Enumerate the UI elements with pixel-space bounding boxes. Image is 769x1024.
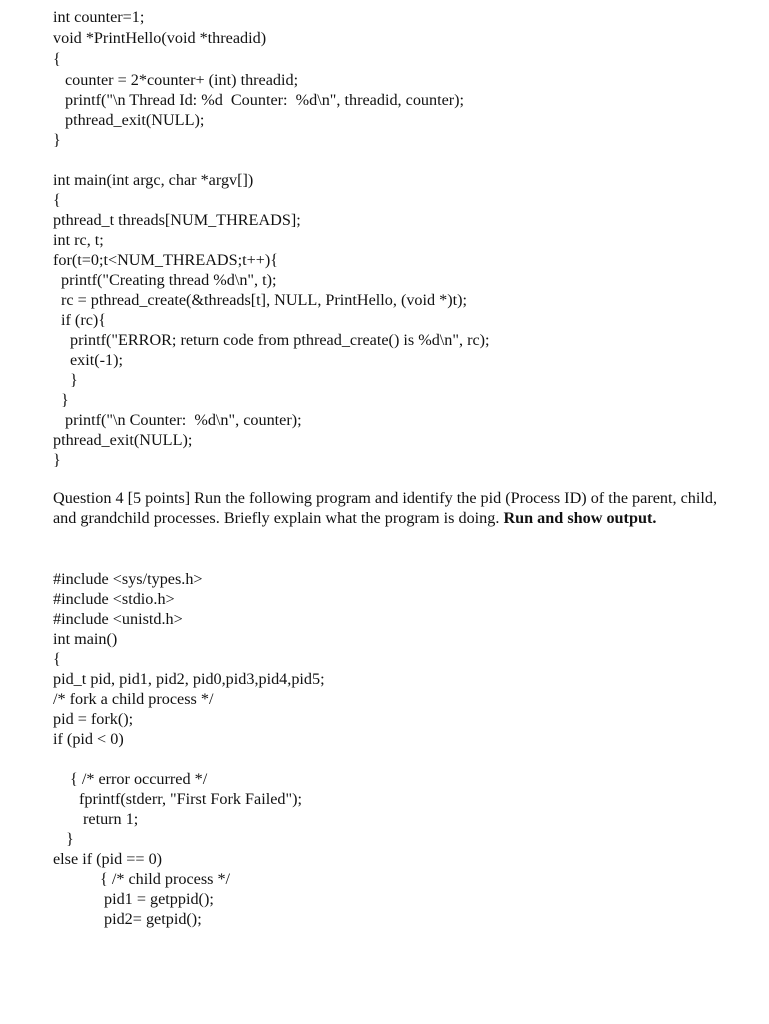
question-4-text: Question 4 [5 points] Run the following program and identify the pid (Process ID) of the parent, child, and grandchild processes. Briefly explain what the program is doing. bbox=[53, 489, 718, 528]
code-line: exit(-1); bbox=[70, 351, 124, 369]
code-line: pid1 = getppid(); bbox=[104, 890, 214, 908]
code-line: for(t=0;t<NUM_THREADS;t++){ bbox=[53, 251, 279, 269]
code-line: #include <stdio.h> bbox=[53, 590, 175, 608]
code-line: return 1; bbox=[83, 810, 139, 828]
code-line: counter = 2*counter+ (int) threadid; bbox=[65, 71, 299, 89]
code-line: printf("\n Counter: %d\n", counter); bbox=[65, 411, 302, 429]
code-line: printf("Creating thread %d\n", t); bbox=[61, 271, 277, 289]
code-line: printf("\n Thread Id: %d Counter: %d\n", threadid, counter); bbox=[65, 91, 465, 109]
code-line: fprintf(stderr, "First Fork Failed"); bbox=[79, 790, 302, 808]
code-line: pthread_t threads[NUM_THREADS]; bbox=[53, 211, 301, 229]
code-line: #include <unistd.h> bbox=[53, 610, 183, 628]
code-line: } bbox=[66, 830, 74, 848]
code-line: } bbox=[53, 451, 61, 469]
code-line: int counter=1; bbox=[53, 8, 145, 26]
question-4-paragraph bbox=[53, 488, 743, 529]
code-line: int rc, t; bbox=[53, 231, 104, 249]
code-line: { bbox=[53, 191, 61, 209]
code-line: { bbox=[53, 650, 61, 668]
code-line: pthread_exit(NULL); bbox=[65, 111, 205, 129]
code-line: pid2= getpid(); bbox=[104, 910, 202, 928]
code-line: pthread_exit(NULL); bbox=[53, 431, 193, 449]
code-line: void *PrintHello(void *threadid) bbox=[53, 29, 267, 47]
code-line: { bbox=[53, 50, 61, 68]
code-line: if (pid < 0) bbox=[53, 730, 124, 748]
code-line: { /* child process */ bbox=[100, 870, 231, 888]
code-line: pid = fork(); bbox=[53, 710, 134, 728]
code-line: int main() bbox=[53, 630, 118, 648]
code-line: int main(int argc, char *argv[]) bbox=[53, 171, 254, 189]
code-line: { /* error occurred */ bbox=[70, 770, 208, 788]
code-line: } bbox=[61, 391, 69, 409]
code-line: } bbox=[70, 371, 78, 389]
code-line: /* fork a child process */ bbox=[53, 690, 214, 708]
code-line: #include <sys/types.h> bbox=[53, 570, 203, 588]
question-4-instruction: Run and show output. bbox=[503, 509, 657, 528]
code-line: } bbox=[53, 131, 61, 149]
code-line: if (rc){ bbox=[61, 311, 107, 329]
code-line: rc = pthread_create(&threads[t], NULL, PrintHello, (void *)t); bbox=[61, 291, 468, 309]
code-line: pid_t pid, pid1, pid2, pid0,pid3,pid4,pid5; bbox=[53, 670, 325, 688]
code-line: else if (pid == 0) bbox=[53, 850, 163, 868]
code-line: printf("ERROR; return code from pthread_create() is %d\n", rc); bbox=[70, 331, 490, 349]
